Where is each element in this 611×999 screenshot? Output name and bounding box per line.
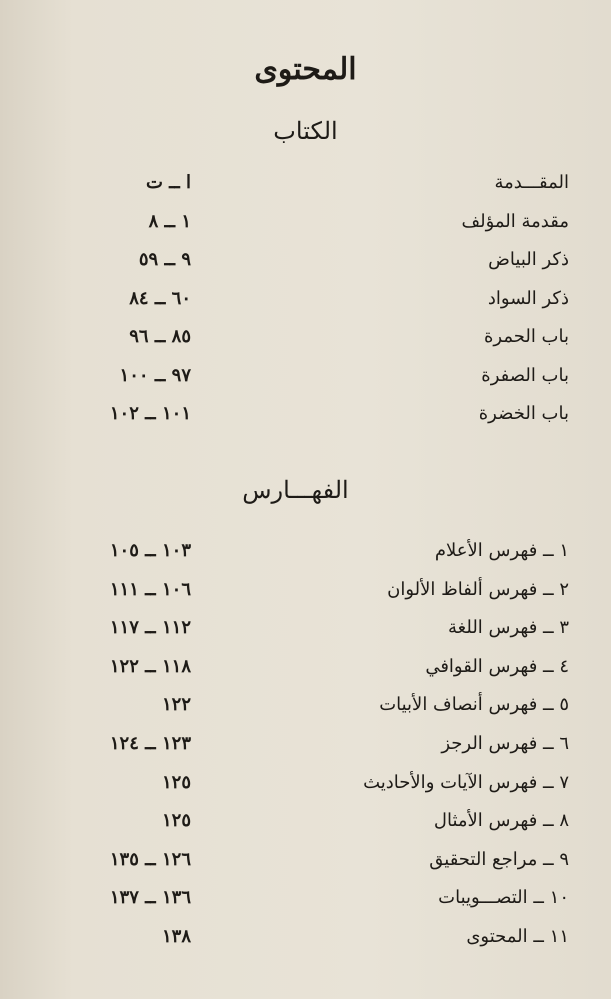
toc-entry-label: ذكر السواد: [487, 287, 569, 309]
toc-entry-label: باب الخضرة: [478, 403, 569, 424]
toc-entry-pages: ٨٥ ــ ٩٦: [129, 326, 191, 347]
toc-entry-label: ٤ ــ فهرس القوافي: [425, 655, 569, 677]
toc-row: [0, 772, 611, 806]
toc-entry-pages: ١١٨ ــ ١٢٢: [109, 655, 191, 677]
toc-entry-label: ٣ ــ فهرس اللغة: [448, 617, 569, 639]
toc-entry-pages: ١٠٣ ــ ١٠٥: [109, 540, 191, 561]
toc-entry-label: ٨ ــ فهرس الأمثال: [433, 810, 569, 832]
toc-row: [0, 887, 611, 921]
toc-entry-label: ١٠ ــ التصـــويبات: [438, 887, 569, 909]
toc-entry-label: مقدمة المؤلف: [461, 210, 569, 232]
toc-entry-pages: ١٢٦ ــ ١٣٥: [109, 848, 191, 870]
toc-entry-pages: ١٢٥: [161, 810, 191, 832]
toc-row: [0, 810, 611, 844]
toc-entry-pages: ا ــ ت: [145, 172, 191, 193]
toc-entry-pages: ١ ــ ٨: [148, 210, 191, 232]
toc-row: [0, 249, 611, 283]
toc-entry-label: ذكر البياض: [488, 249, 569, 270]
toc-row: [0, 656, 611, 690]
toc-entry-label: ٧ ــ فهرس الآيات والأحاديث: [363, 771, 569, 793]
toc-row: [0, 403, 611, 437]
toc-entry-pages: ١٢٢: [161, 694, 191, 716]
toc-row: [0, 540, 611, 574]
book-section-heading: الكتاب: [273, 117, 338, 145]
page-title: المحتوى: [254, 52, 357, 87]
toc-entry-pages: ١٢٣ ــ ١٢٤: [109, 733, 191, 754]
toc-entry-pages: ١٣٦ ــ ١٣٧: [109, 887, 191, 909]
toc-entry-label: المقـــدمة: [494, 172, 569, 193]
toc-entry-pages: ١٢٥: [161, 771, 191, 793]
toc-entry-label: ٥ ــ فهرس أنصاف الأبيات: [379, 694, 569, 716]
indexes-section-heading: الفهـــارس: [242, 476, 349, 504]
toc-entry-pages: ١٠١ ــ ١٠٢: [109, 403, 191, 424]
toc-entry-label: باب الصفرة: [481, 364, 569, 386]
toc-row: [0, 849, 611, 883]
toc-row: [0, 733, 611, 767]
toc-entry-pages: ٩٧ ــ ١٠٠: [119, 364, 191, 386]
toc-entry-label: ٩ ــ مراجع التحقيق: [429, 848, 569, 870]
toc-entry-pages: ١٠٦ ــ ١١١: [109, 578, 191, 600]
toc-row: [0, 365, 611, 399]
toc-row: [0, 288, 611, 322]
toc-row: [0, 211, 611, 245]
toc-entry-pages: ١٣٨: [161, 926, 191, 947]
toc-row: [0, 172, 611, 206]
toc-entry-label: ١ ــ فهرس الأعلام: [434, 540, 569, 561]
toc-entry-label: باب الحمرة: [483, 326, 569, 347]
toc-row: [0, 579, 611, 613]
toc-row: [0, 617, 611, 651]
toc-row: [0, 694, 611, 728]
toc-entry-pages: ٦٠ ــ ٨٤: [129, 287, 191, 309]
toc-entry-pages: ١١٢ ــ ١١٧: [109, 617, 191, 639]
toc-entry-label: ٦ ــ فهرس الرجز: [441, 733, 569, 754]
toc-entry-label: ١١ ــ المحتوى: [466, 926, 569, 947]
toc-row: [0, 326, 611, 360]
toc-entry-pages: ٩ ــ ٥٩: [138, 249, 191, 270]
toc-entry-label: ٢ ــ فهرس ألفاظ الألوان: [387, 578, 569, 600]
toc-row: [0, 926, 611, 960]
